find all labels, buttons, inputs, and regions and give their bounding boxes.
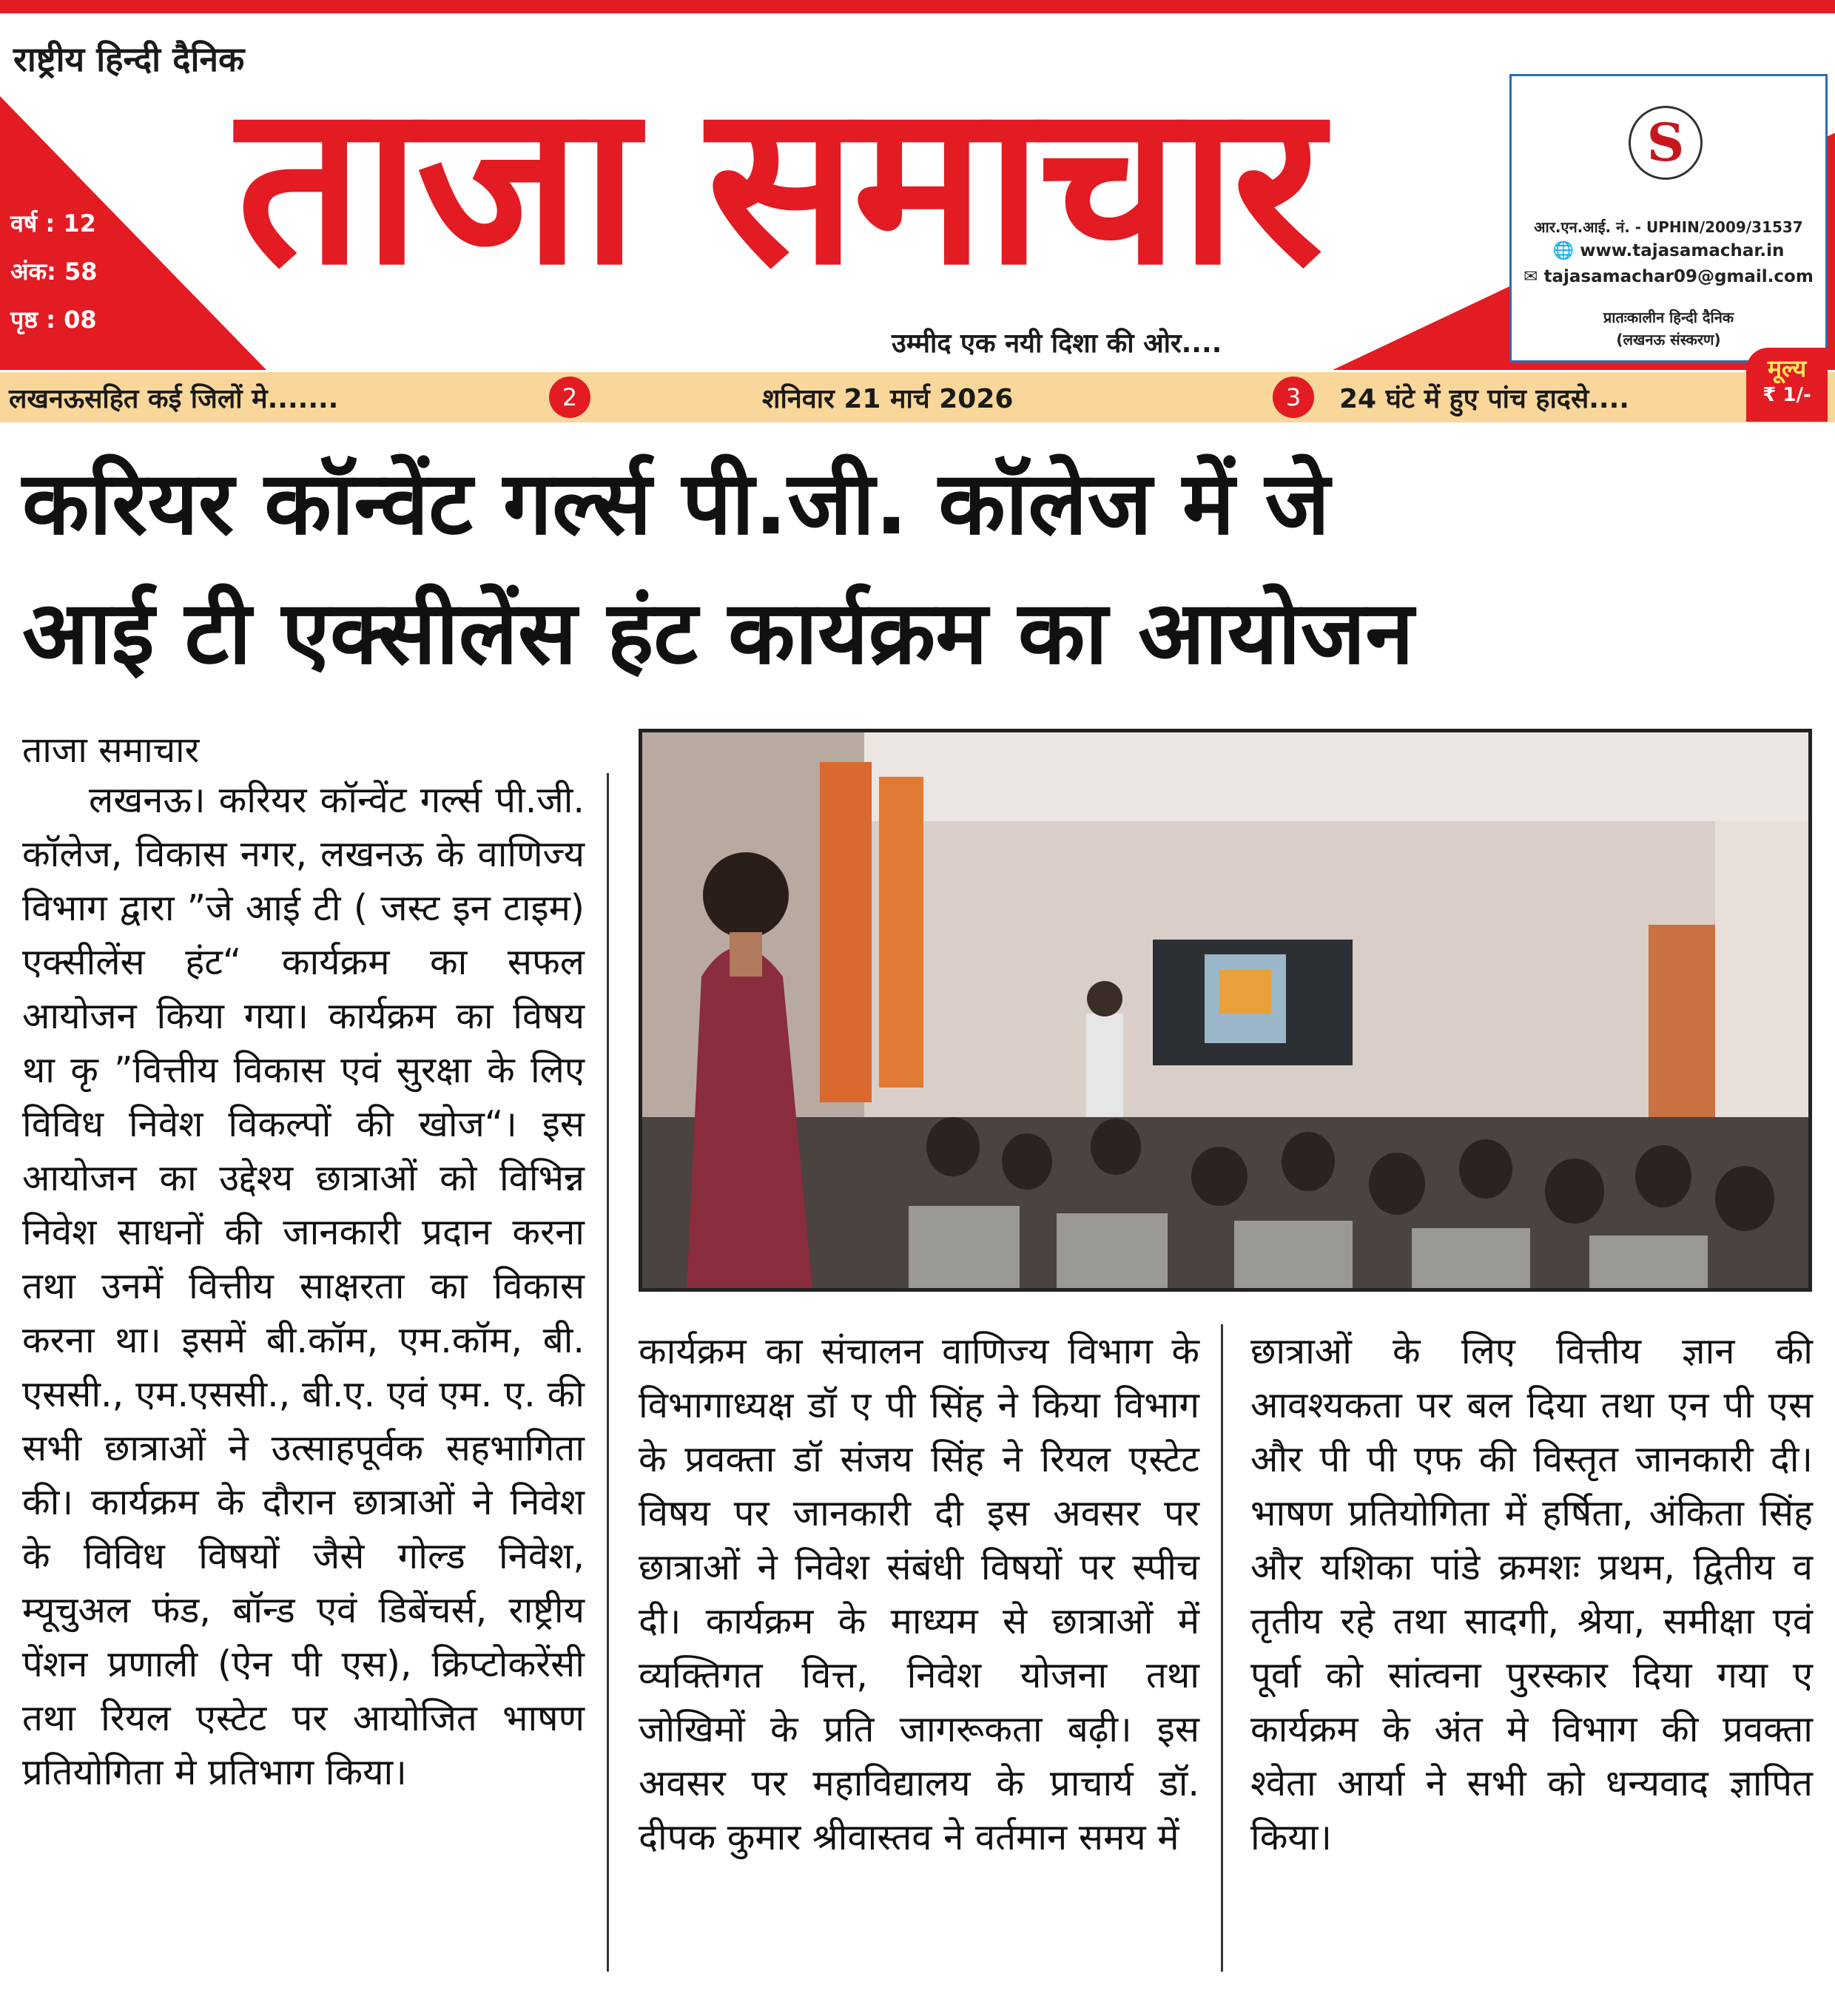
publication-infobox xyxy=(1509,74,1828,363)
left-teaser[interactable]: लखनऊसहित कई जिलों मे....... xyxy=(9,384,339,414)
issue-date: शनिवार 21 मार्च 2026 xyxy=(762,384,1014,414)
article-column-2 xyxy=(639,1324,1199,1864)
date-band xyxy=(0,372,1835,422)
column-divider-1 xyxy=(607,773,609,1972)
column-2-text: कार्यक्रम का संचालन वाणिज्य विभाग के विभागाध्यक्ष डॉ ए पी सिंह ने किया विभाग के प्रवक्ता डॉ संजय सिंह ने रियल एस्टेट विषय पर जानकारी दी इस अवसर पर छात्राओं ने निवेश संबंधी विषयों पर स्पीच दी। कार्यक्रम के माध्यम से छात्राओं में व्यक्तिगत वित्त, निवेश योजना तथा जोखिमों के प्रति जागरूकता बढ़ी। इस अवसर पर महाविद्यालय के प्राचार्य डॉ. दीपक कुमार श्रीवास्तव ने वर्तमान समय में xyxy=(639,1330,1199,1858)
masthead xyxy=(0,0,1835,370)
left-red-panel xyxy=(0,222,81,370)
issue-number: अंक: 58 xyxy=(10,257,98,286)
article-column-3 xyxy=(1250,1324,1813,1864)
column-divider-2 xyxy=(1221,1324,1223,1972)
masthead-tagline: राष्ट्रीय हिन्दी दैनिक xyxy=(13,39,245,79)
issue-pages: पृष्ठ : 08 xyxy=(10,306,97,334)
issue-year: वर्ष : 12 xyxy=(10,209,96,237)
headline-line-1: करियर कॉन्वेंट गर्ल्स पी.जी. कॉलेज में जे xyxy=(22,452,1330,554)
headline-line-2: आई टी एक्सीलेंस हंट कार्यक्रम का आयोजन xyxy=(22,581,1414,684)
edition-type: प्रातःकालीन हिन्दी दैनिक xyxy=(1603,309,1734,326)
email-link[interactable]: tajasamachar09@gmail.com xyxy=(1543,267,1814,286)
email-line xyxy=(1519,267,1818,286)
article-column-1 xyxy=(22,773,585,1799)
globe-icon: 🌐 xyxy=(1552,241,1575,260)
event-photo xyxy=(639,729,1812,1292)
rni-number: आर.एन.आई. नं. - UPHIN/2009/31537 xyxy=(1534,218,1803,236)
price-label: मूल्य xyxy=(1767,354,1807,382)
masthead-slogan: उम्मीद एक नयी दिशा की ओर.... xyxy=(892,328,1222,359)
byline: ताजा समाचार xyxy=(22,729,200,771)
left-page-number: 2 xyxy=(549,377,590,418)
email-icon: ✉ xyxy=(1523,267,1538,286)
website-link[interactable]: www.tajasamachar.in xyxy=(1580,241,1785,260)
edition-name: (लखनऊ संस्करण) xyxy=(1616,331,1721,348)
column-1-text: लखनऊ। करियर कॉन्वेंट गर्ल्स पी.जी. कॉलेज, विकास नगर, लखनऊ के वाणिज्य विभाग द्वारा ”जे आई टी ( जस्ट इन टाइम) एक्सीलेंस हंट“ कार्यक्रम का सफल आयोजन किया गया। कार्यक्रम का विषय था कृ ”वित्तीय विकास एवं सुरक्षा के लिए विविध निवेश विकल्पों की खोज“। इस आयोजन का उद्देश्य छात्राओं को विभिन्न निवेश साधनों की जानकारी प्रदान करना तथा उनमें वित्तीय साक्षरता का विकास करना था। इसमें बी.कॉम, एम.कॉम, बी. एससी., एम.एससी., बी.ए. एवं एम. ए. की सभी छात्राओं ने उत्साहपूर्वक सहभागिता की। कार्यक्रम के दौरान छात्राओं ने निवेश के विविध विषयों जैसे गोल्ड निवेश, म्यूचुअल फंड, बॉन्ड एवं डिबेंचर्स, राष्ट्रीय पेंशन प्रणाली (ऐन पी एस), क्रिप्टोकरेंसी तथा रियल एस्टेट पर आयोजित भाषण प्रतियोगिता मे प्रतिभाग किया। xyxy=(22,779,585,1793)
right-page-number: 3 xyxy=(1273,377,1314,418)
column-3-text: छात्राओं के लिए वित्तीय ज्ञान की आवश्यकता पर बल दिया तथा एन पी एस और पी पी एफ की विस्तृत जानकारी दी। भाषण प्रतियोगिता में हर्षिता, अंकिता सिंह और यशिका पांडे क्रमशः प्रथम, द्वितीय व तृतीय रहे तथा सादगी, श्रेया, समीक्षा एवं पूर्वा को सांत्वना पुरस्कार दिया गया ए कार्यक्रम के अंत मे विभाग की प्रवक्ता श्वेता आर्या ने सभी को धन्यवाद ज्ञापित किया। xyxy=(1250,1330,1813,1858)
classroom-photo-illustration xyxy=(642,732,1808,1288)
website-line xyxy=(1519,240,1818,260)
right-teaser[interactable]: 24 घंटे में हुए पांच हादसे.... xyxy=(1339,384,1629,414)
price-value: ₹ 1/- xyxy=(1762,384,1811,406)
newspaper-title: ताजा समाचार xyxy=(237,55,1319,314)
newspaper-logo: S xyxy=(1629,106,1703,180)
top-red-bar xyxy=(0,0,1835,13)
price-badge xyxy=(1746,348,1828,422)
